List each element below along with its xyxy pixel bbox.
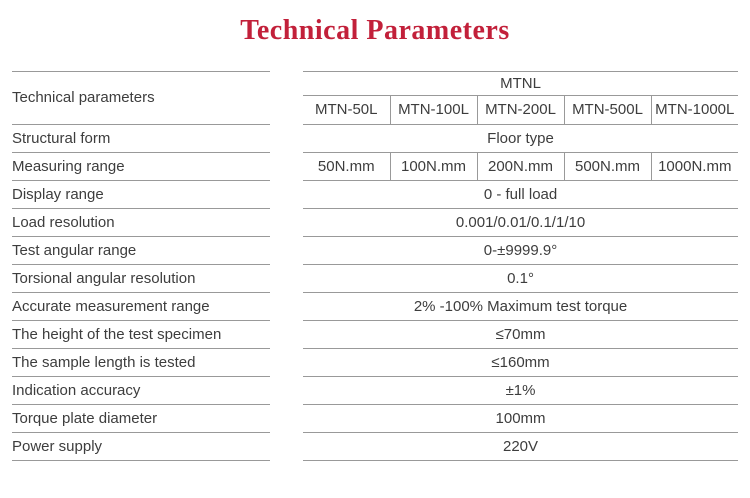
- value-structural-form: Floor type: [303, 125, 738, 153]
- row-power-supply: [12, 433, 738, 461]
- page-title: Technical Parameters: [240, 15, 510, 46]
- row-torsional-angular-resolution: [12, 265, 738, 293]
- value-range-1000nmm: 1000N.mm: [651, 153, 738, 181]
- value-indication-accuracy: ±1%: [303, 377, 738, 405]
- label-test-angular-range: Test angular range: [12, 237, 270, 265]
- value-display-range: 0 - full load: [303, 181, 738, 209]
- label-power-supply: Power supply: [12, 433, 270, 461]
- row-test-angular-range: [12, 237, 738, 265]
- model-mtn-50l: MTN-50L: [303, 96, 390, 125]
- column-gap: [270, 72, 303, 461]
- row-indication-accuracy: [12, 377, 738, 405]
- value-range-50nmm: 50N.mm: [303, 153, 390, 181]
- value-load-resolution: 0.001/0.01/0.1/1/10: [303, 209, 738, 237]
- row-torque-plate-diameter: [12, 405, 738, 433]
- model-mtn-100l: MTN-100L: [390, 96, 477, 125]
- label-torsional-angular-resolution: Torsional angular resolution: [12, 265, 270, 293]
- technical-parameters-table: [12, 71, 738, 461]
- label-accurate-measurement-range: Accurate measurement range: [12, 293, 270, 321]
- value-torsional-angular-resolution: 0.1°: [303, 265, 738, 293]
- value-power-supply: 220V: [303, 433, 738, 461]
- row-measuring-range: [12, 153, 738, 181]
- label-torque-plate-diameter: Torque plate diameter: [12, 405, 270, 433]
- model-mtn-1000l: MTN-1000L: [651, 96, 738, 125]
- label-sample-length: The sample length is tested: [12, 349, 270, 377]
- value-specimen-height: ≤70mm: [303, 321, 738, 349]
- row-accurate-measurement-range: [12, 293, 738, 321]
- model-mtn-200l: MTN-200L: [477, 96, 564, 125]
- row-structural-form: [12, 125, 738, 153]
- value-range-500nmm: 500N.mm: [564, 153, 651, 181]
- row-sample-length: [12, 349, 738, 377]
- value-range-100nmm: 100N.mm: [390, 153, 477, 181]
- row-load-resolution: [12, 209, 738, 237]
- value-test-angular-range: 0-±9999.9°: [303, 237, 738, 265]
- value-range-200nmm: 200N.mm: [477, 153, 564, 181]
- label-load-resolution: Load resolution: [12, 209, 270, 237]
- value-accurate-measurement-range: 2% -100% Maximum test torque: [303, 293, 738, 321]
- label-measuring-range: Measuring range: [12, 153, 270, 181]
- label-display-range: Display range: [12, 181, 270, 209]
- label-specimen-height: The height of the test specimen: [12, 321, 270, 349]
- row-display-range: [12, 181, 738, 209]
- series-name-mtnl: MTNL: [303, 72, 738, 96]
- value-sample-length: ≤160mm: [303, 349, 738, 377]
- row-series-header: [12, 72, 738, 96]
- value-torque-plate-diameter: 100mm: [303, 405, 738, 433]
- label-structural-form: Structural form: [12, 125, 270, 153]
- label-indication-accuracy: Indication accuracy: [12, 377, 270, 405]
- label-technical-parameters: Technical parameters: [12, 72, 270, 125]
- model-mtn-500l: MTN-500L: [564, 96, 651, 125]
- row-specimen-height: [12, 321, 738, 349]
